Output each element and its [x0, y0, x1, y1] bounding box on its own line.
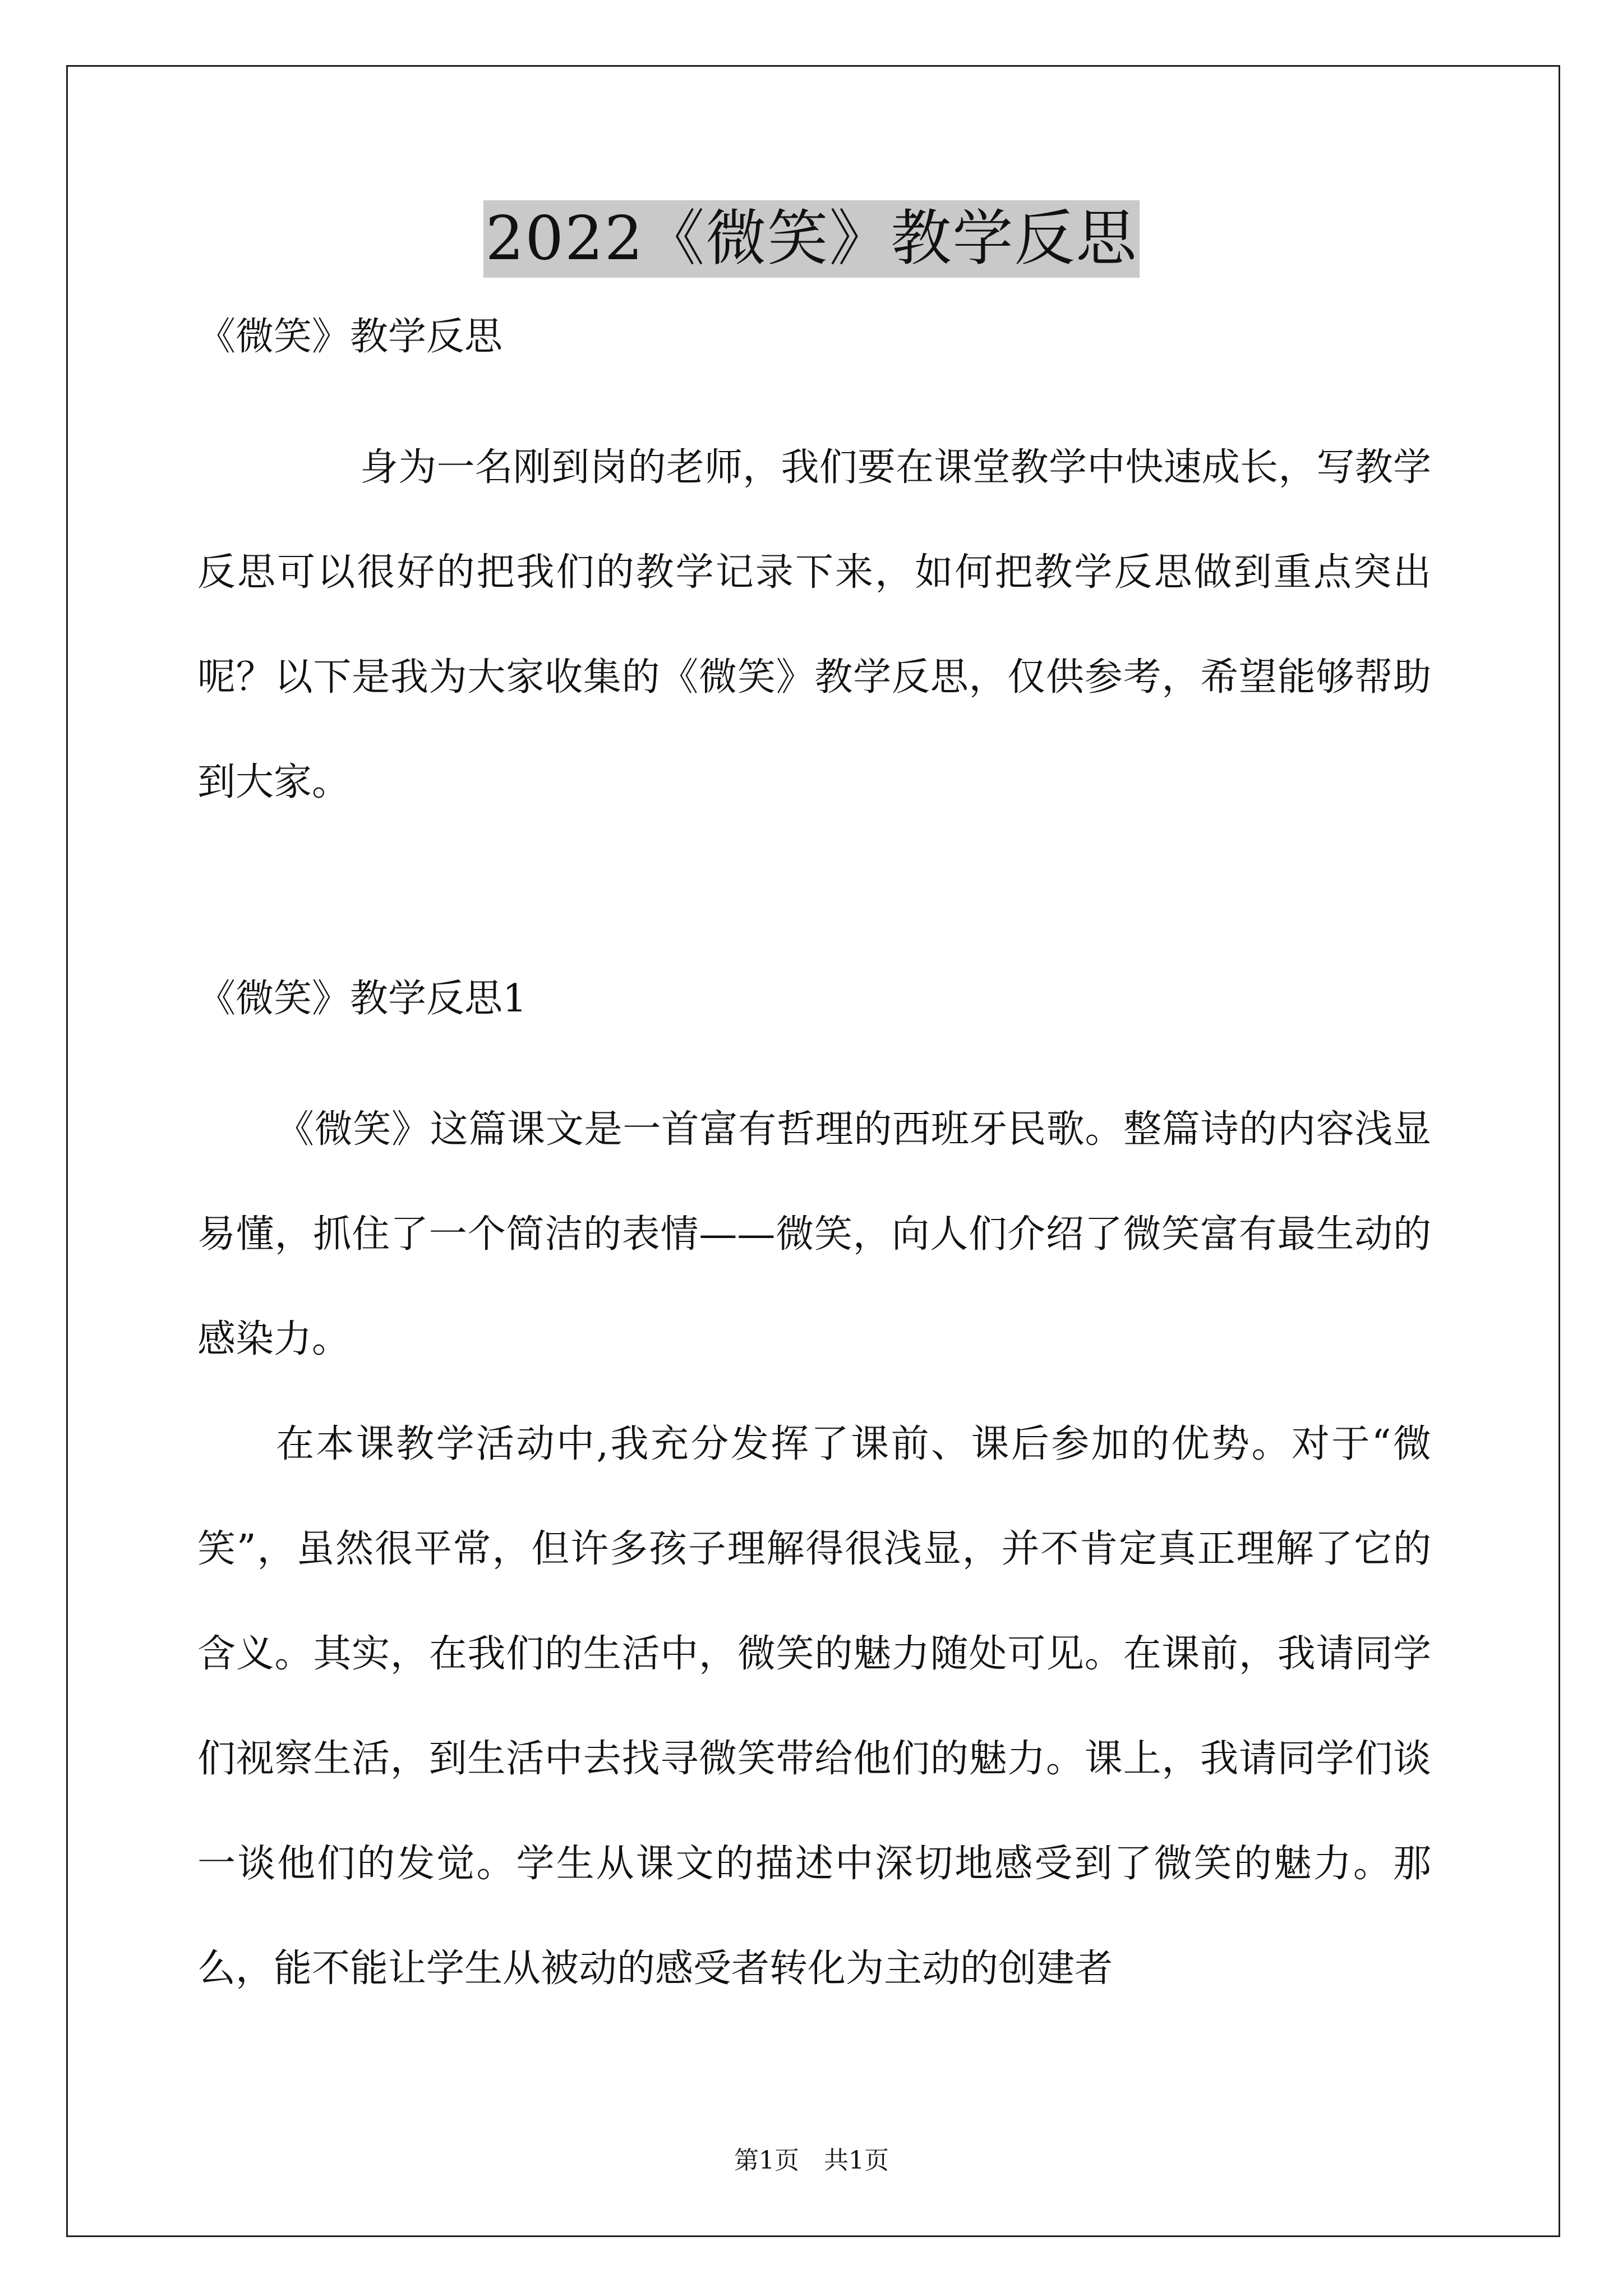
subtitle-heading: 《微笑》教学反思	[197, 315, 503, 359]
intro-paragraph: 身为一名刚到岗的老师，我们要在课堂教学中快速成长，写教学反思可以很好的把我们的教学记录下来，如何把教学反思做到重点突出呢？以下是我为大家收集的《微笑》教学反思，仅供参考，希望能够帮助到大家。	[197, 445, 1431, 804]
page-number-footer: 第1页 共1页	[734, 2146, 889, 2175]
body-paragraph-2: 在本课教学活动中,我充分发挥了课前、课后参加的优势。对于“微笑”，虽然很平常，但许多孩子理解得很浅显，并不肯定真正理解了它的含义。其实，在我们的生活中，微笑的魅力随处可见。在课前，我请同学们视察生活，到生活中去找寻微笑带给他们的魅力。课上，我请同学们谈一谈他们的发觉。学生从课文的描述中深切地感受到了微笑的魅力。那么，能不能让学生从被动的感受者转化为主动的创建者	[197, 1422, 1431, 1991]
document-body	[197, 312, 1431, 2021]
title-container	[0, 200, 1623, 278]
section-heading: 《微笑》教学反思1	[197, 977, 527, 1021]
document-title: 2022《微笑》教学反思	[483, 200, 1140, 278]
body-paragraph-1: 《微笑》这篇课文是一首富有哲理的西班牙民歌。整篇诗的内容浅显易懂，抓住了一个简洁的表情——微笑，向人们介绍了微笑富有最生动的感染力。	[197, 1107, 1431, 1361]
